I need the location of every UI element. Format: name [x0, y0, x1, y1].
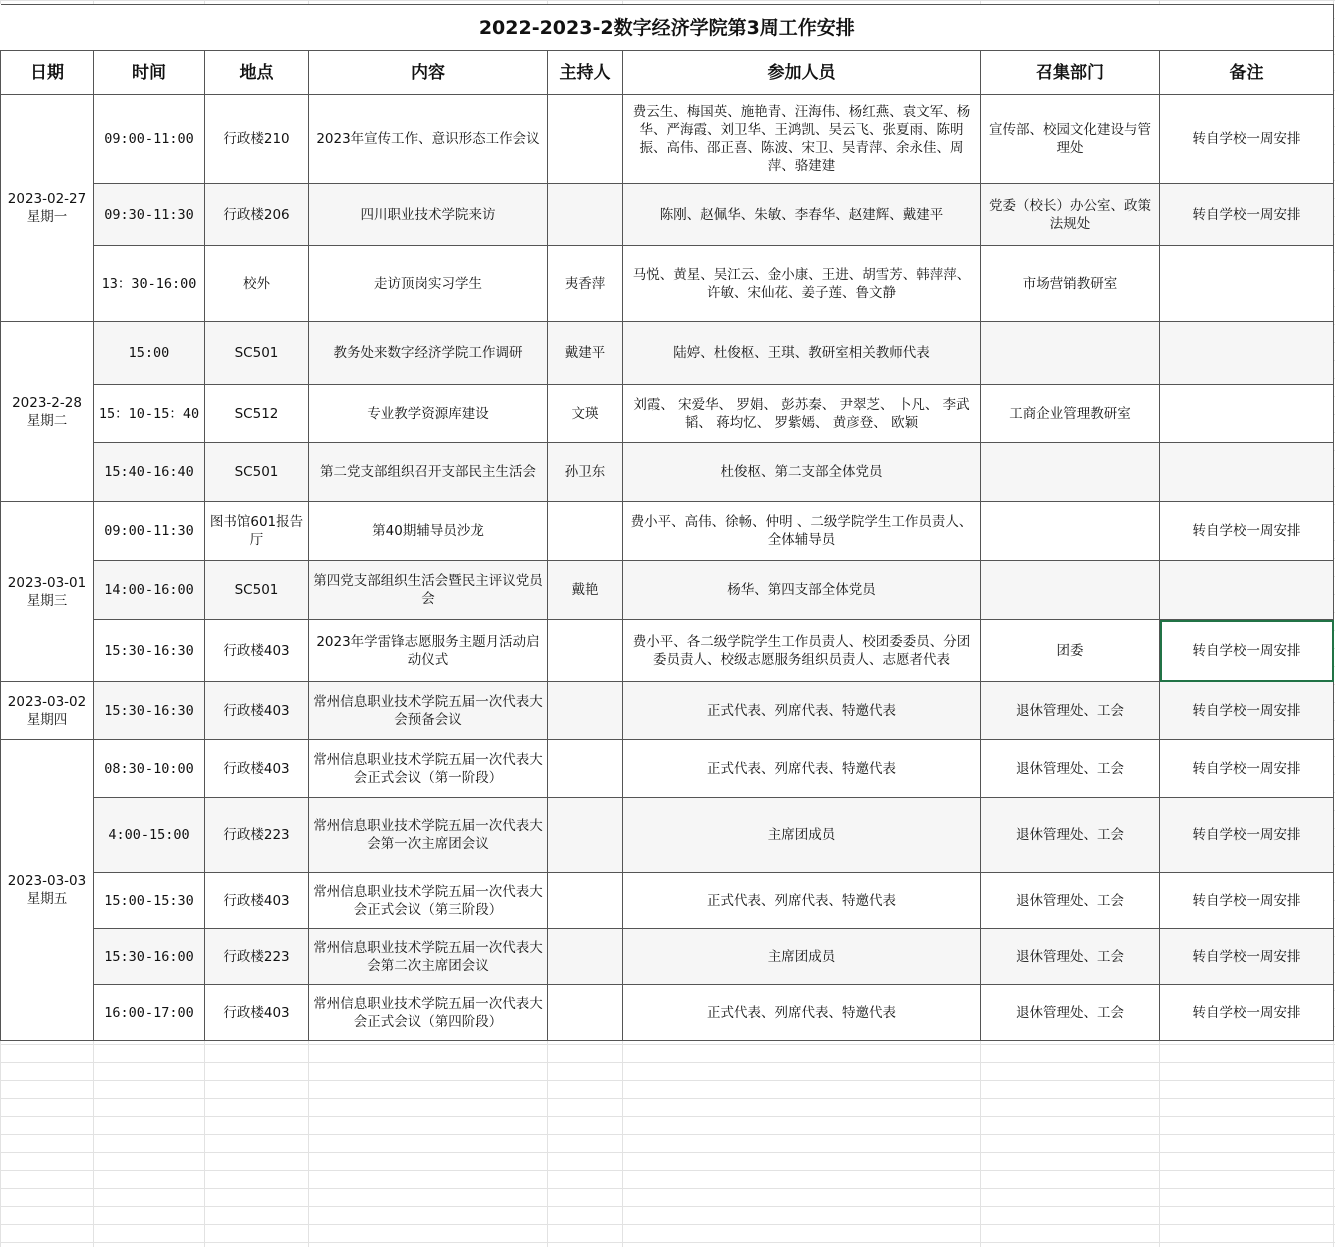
host-cell[interactable]: 戴艳	[548, 561, 623, 620]
place-cell[interactable]: 行政楼403	[205, 985, 309, 1041]
weekday-value: 星期二	[26, 412, 68, 429]
attendees-cell[interactable]: 正式代表、列席代表、特邀代表	[623, 873, 981, 929]
table-row	[1, 246, 1334, 322]
date-cell[interactable]	[1, 682, 94, 740]
time-cell[interactable]: 15:00-15:30	[94, 873, 205, 929]
time-cell[interactable]: 08:30-10:00	[94, 740, 205, 798]
host-cell[interactable]	[548, 798, 623, 873]
host-cell[interactable]	[548, 985, 623, 1041]
date-value: 2023-03-02	[7, 693, 87, 710]
dept-cell[interactable]: 退休管理处、工会	[981, 985, 1160, 1041]
time-cell[interactable]: 09:00-11:00	[94, 95, 205, 184]
note-cell[interactable]: 转自学校一周安排	[1160, 502, 1334, 561]
host-cell[interactable]	[548, 740, 623, 798]
header-place[interactable]: 地点	[205, 51, 309, 95]
content-cell[interactable]: 专业教学资源库建设	[309, 385, 548, 443]
host-cell[interactable]	[548, 682, 623, 740]
dept-cell[interactable]	[981, 322, 1160, 385]
table-row	[1, 798, 1334, 873]
content-cell[interactable]: 常州信息职业技术学院五届一次代表大会第一次主席团会议	[309, 798, 548, 873]
host-cell[interactable]	[548, 184, 623, 246]
place-cell[interactable]: 行政楼210	[205, 95, 309, 184]
time-cell[interactable]: 09:00-11:30	[94, 502, 205, 561]
dept-cell[interactable]: 宣传部、校园文化建设与管理处	[981, 95, 1160, 184]
note-cell[interactable]	[1160, 561, 1334, 620]
content-cell[interactable]: 第二党支部组织召开支部民主生活会	[309, 443, 548, 502]
header-note[interactable]: 备注	[1160, 51, 1334, 95]
table-row	[1, 682, 1334, 740]
weekday-value: 星期三	[26, 592, 68, 609]
attendees-cell[interactable]: 正式代表、列席代表、特邀代表	[623, 682, 981, 740]
content-cell[interactable]: 常州信息职业技术学院五届一次代表大会预备会议	[309, 682, 548, 740]
content-cell[interactable]: 走访顶岗实习学生	[309, 246, 548, 322]
time-cell[interactable]: 4:00-15:00	[94, 798, 205, 873]
dept-cell[interactable]: 市场营销教研室	[981, 246, 1160, 322]
time-cell[interactable]: 15:30-16:00	[94, 929, 205, 985]
host-cell[interactable]	[548, 502, 623, 561]
host-cell[interactable]	[548, 929, 623, 985]
host-cell[interactable]	[548, 873, 623, 929]
table-row	[1, 385, 1334, 443]
content-cell[interactable]: 2023年学雷锋志愿服务主题月活动启动仪式	[309, 620, 548, 682]
note-cell[interactable]: 转自学校一周安排	[1160, 740, 1334, 798]
weekday-value: 星期四	[26, 711, 68, 728]
note-cell[interactable]	[1160, 322, 1334, 385]
date-cell[interactable]	[1, 740, 94, 1041]
dept-cell[interactable]: 退休管理处、工会	[981, 682, 1160, 740]
time-cell[interactable]: 15：10-15：40	[94, 385, 205, 443]
date-value: 2023-03-03	[7, 873, 87, 889]
note-cell[interactable]: 转自学校一周安排	[1160, 95, 1334, 184]
place-cell[interactable]: SC501	[205, 561, 309, 620]
attendees-cell[interactable]: 陈刚、赵佩华、朱敏、李春华、赵建辉、戴建平	[623, 184, 981, 246]
header-dept[interactable]: 召集部门	[981, 51, 1160, 95]
attendees-cell[interactable]: 费小平、各二级学院学生工作员责人、校团委委员、分团委员责人、校级志愿服务组织员责人、志愿者代表	[623, 620, 981, 682]
dept-cell[interactable]: 退休管理处、工会	[981, 740, 1160, 798]
note-cell[interactable]	[1160, 385, 1334, 443]
content-cell[interactable]: 常州信息职业技术学院五届一次代表大会正式会议（第四阶段）	[309, 985, 548, 1041]
content-cell[interactable]: 教务处来数字经济学院工作调研	[309, 322, 548, 385]
attendees-cell[interactable]: 正式代表、列席代表、特邀代表	[623, 740, 981, 798]
date-value: 2023-2-28	[12, 394, 82, 411]
dept-cell[interactable]: 团委	[981, 620, 1160, 682]
content-cell[interactable]: 四川职业技术学院来访	[309, 184, 548, 246]
dept-cell[interactable]	[981, 443, 1160, 502]
attendees-cell[interactable]: 杨华、第四支部全体党员	[623, 561, 981, 620]
date-cell[interactable]	[1, 322, 94, 502]
table-row	[1, 502, 1334, 561]
table-row	[1, 95, 1334, 184]
table-row	[1, 873, 1334, 929]
attendees-cell[interactable]: 费云生、梅国英、施艳青、汪海伟、杨红燕、袁文军、杨华、严海霞、刘卫华、王鸿凯、吴云飞、张夏雨、陈明振、高伟、邵正喜、陈波、宋卫、吴青萍、余永佳、周萍、骆建建	[623, 95, 981, 184]
table-row	[1, 184, 1334, 246]
table-row	[1, 985, 1334, 1041]
place-cell[interactable]: 图书馆601报告厅	[205, 502, 309, 561]
note-cell[interactable]: 转自学校一周安排	[1160, 682, 1334, 740]
attendees-cell[interactable]: 陆婷、杜俊枢、王琪、教研室相关教师代表	[623, 322, 981, 385]
dept-cell[interactable]: 退休管理处、工会	[981, 929, 1160, 985]
dept-cell[interactable]	[981, 561, 1160, 620]
header-content[interactable]: 内容	[309, 51, 548, 95]
content-cell[interactable]: 2023年宣传工作、意识形态工作会议	[309, 95, 548, 184]
schedule-table	[0, 4, 1334, 1041]
place-cell[interactable]: 行政楼223	[205, 929, 309, 985]
time-cell[interactable]: 15:30-16:30	[94, 620, 205, 682]
host-cell[interactable]	[548, 95, 623, 184]
attendees-cell[interactable]: 主席团成员	[623, 929, 981, 985]
time-cell[interactable]: 09:30-11:30	[94, 184, 205, 246]
attendees-cell[interactable]: 马悦、黄星、吴江云、金小康、王进、胡雪芳、韩萍萍、许敏、宋仙花、姜子莲、鲁文静	[623, 246, 981, 322]
host-cell[interactable]	[548, 620, 623, 682]
place-cell[interactable]: 行政楼403	[205, 740, 309, 798]
note-cell[interactable]: 转自学校一周安排	[1160, 929, 1334, 985]
date-cell[interactable]	[1, 95, 94, 322]
note-cell[interactable]	[1160, 443, 1334, 502]
content-cell[interactable]: 第40期辅导员沙龙	[309, 502, 548, 561]
header-attendees[interactable]: 参加人员	[623, 51, 981, 95]
place-cell[interactable]: SC501	[205, 322, 309, 385]
header-time[interactable]: 时间	[94, 51, 205, 95]
place-cell[interactable]: SC512	[205, 385, 309, 443]
note-cell[interactable]: 转自学校一周安排	[1160, 985, 1334, 1041]
place-cell[interactable]: SC501	[205, 443, 309, 502]
place-cell[interactable]: 行政楼223	[205, 798, 309, 873]
header-date[interactable]: 日期	[1, 51, 94, 95]
time-cell[interactable]: 16:00-17:00	[94, 985, 205, 1041]
place-cell[interactable]: 行政楼403	[205, 620, 309, 682]
header-row	[1, 51, 1334, 95]
place-cell[interactable]: 行政楼206	[205, 184, 309, 246]
attendees-cell[interactable]: 杜俊枢、第二支部全体党员	[623, 443, 981, 502]
time-cell[interactable]: 15:30-16:30	[94, 682, 205, 740]
dept-cell[interactable]: 退休管理处、工会	[981, 873, 1160, 929]
host-cell[interactable]: 文瑛	[548, 385, 623, 443]
host-cell[interactable]: 夷香萍	[548, 246, 623, 322]
content-cell[interactable]: 常州信息职业技术学院五届一次代表大会第二次主席团会议	[309, 929, 548, 985]
attendees-cell[interactable]: 费小平、高伟、徐畅、仲明 、二级学院学生工作员责人、全体辅导员	[623, 502, 981, 561]
content-cell[interactable]: 第四党支部组织生活会暨民主评议党员会	[309, 561, 548, 620]
attendees-cell[interactable]: 正式代表、列席代表、特邀代表	[623, 985, 981, 1041]
dept-cell[interactable]: 党委（校长）办公室、政策法规处	[981, 184, 1160, 246]
time-cell[interactable]: 15:00	[94, 322, 205, 385]
host-cell[interactable]: 戴建平	[548, 322, 623, 385]
table-row	[1, 929, 1334, 985]
table-row	[1, 443, 1334, 502]
dept-cell[interactable]: 退休管理处、工会	[981, 798, 1160, 873]
note-cell[interactable]: 转自学校一周安排	[1160, 873, 1334, 929]
content-cell[interactable]: 常州信息职业技术学院五届一次代表大会正式会议（第一阶段）	[309, 740, 548, 798]
table-row	[1, 322, 1334, 385]
content-cell[interactable]: 常州信息职业技术学院五届一次代表大会正式会议（第三阶段）	[309, 873, 548, 929]
note-cell[interactable]: 转自学校一周安排	[1160, 798, 1334, 873]
note-cell[interactable]: 转自学校一周安排	[1160, 620, 1334, 682]
dept-cell[interactable]	[981, 502, 1160, 561]
table-row	[1, 561, 1334, 620]
weekday-value: 星期五	[26, 891, 68, 907]
header-host[interactable]: 主持人	[548, 51, 623, 95]
time-cell[interactable]: 15:40-16:40	[94, 443, 205, 502]
time-cell[interactable]: 13：30-16:00	[94, 246, 205, 322]
table-row	[1, 620, 1334, 682]
weekday-value: 星期一	[26, 209, 68, 225]
date-cell[interactable]	[1, 502, 94, 682]
attendees-cell[interactable]: 主席团成员	[623, 798, 981, 873]
time-cell[interactable]: 14:00-16:00	[94, 561, 205, 620]
note-cell[interactable]	[1160, 246, 1334, 322]
date-value: 2023-02-27	[7, 191, 87, 207]
sheet-title[interactable]: 2022-2023-2数字经济学院第3周工作安排	[1, 5, 1334, 51]
date-value: 2023-03-01	[7, 574, 87, 591]
table-row	[1, 740, 1334, 798]
host-cell[interactable]: 孙卫东	[548, 443, 623, 502]
dept-cell[interactable]: 工商企业管理教研室	[981, 385, 1160, 443]
place-cell[interactable]: 行政楼403	[205, 873, 309, 929]
place-cell[interactable]: 校外	[205, 246, 309, 322]
place-cell[interactable]: 行政楼403	[205, 682, 309, 740]
attendees-cell[interactable]: 刘霞、 宋爱华、 罗娟、 彭苏秦、 尹翠芝、 卜凡、 李武韬、 蒋均忆、 罗紫嫣、 黄彦登、 欧颖	[623, 385, 981, 443]
note-cell[interactable]: 转自学校一周安排	[1160, 184, 1334, 246]
